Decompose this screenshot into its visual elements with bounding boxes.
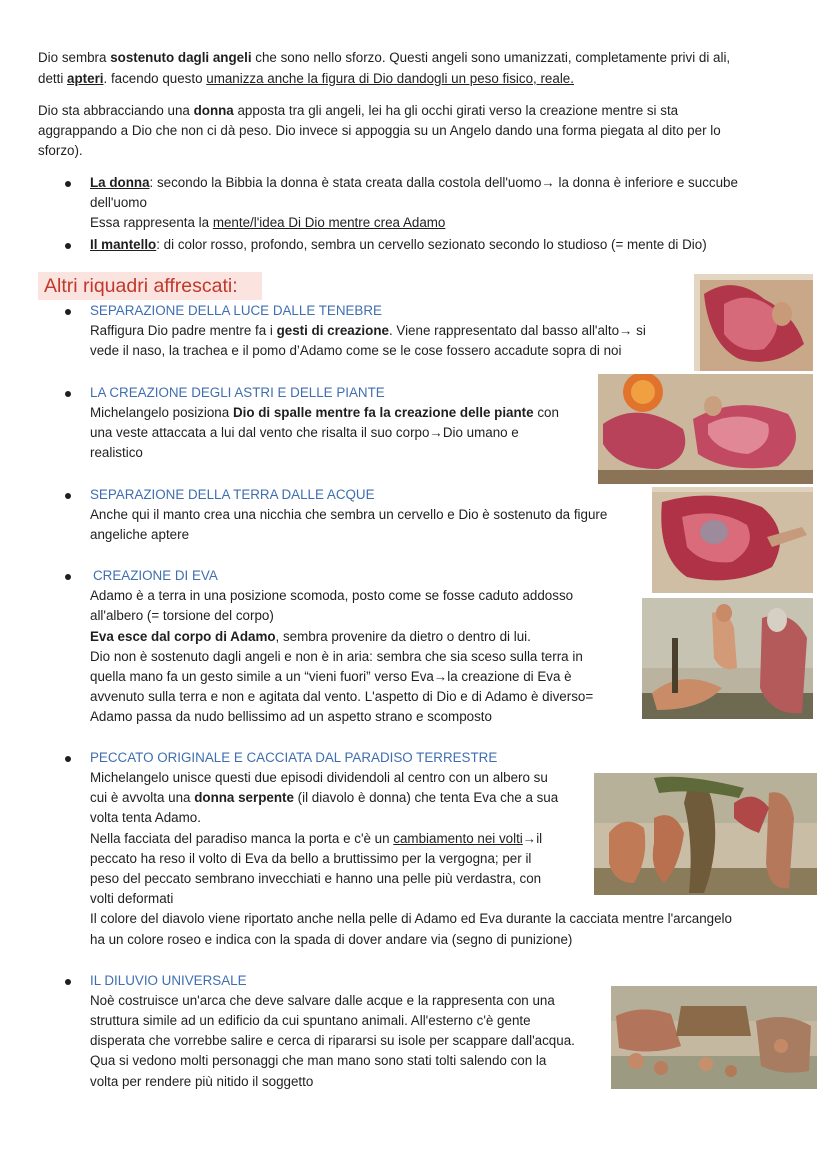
s1-line2: vede il naso, la trachea e il pomo d’Adamo come se le cose fossero accadute sopra di noi — [90, 343, 622, 358]
s5-line3: volta tenta Adamo. — [90, 810, 201, 825]
fresco-creazione-astri-image — [598, 374, 813, 484]
s5-title: PECCATO ORIGINALE E CACCIATA DAL PARADISO TERRESTRE — [90, 750, 498, 765]
s5-line1: Michelangelo unisce questi due episodi dividendoli al centro con un albero su — [90, 770, 548, 785]
intro-p1-line1: Dio sembra sostenuto dagli angeli che sono nello sforzo. Questi angeli sono umanizzati, completamente privi di ali, — [38, 50, 731, 65]
intro-p1-line2: detti apteri. facendo questo umanizza anche la figura di Dio dandogli un peso fisico, reale. — [38, 71, 574, 86]
bullet-icon — [65, 493, 71, 499]
fresco-separazione-luce-image — [694, 274, 813, 371]
intro-p2-line3: sforzo). — [38, 143, 83, 158]
section-title: Altri riquadri affrescati: — [38, 272, 262, 300]
s5-line9: ha un colore roseo e indica con la spada di dover andare via (segno di punizione) — [90, 932, 573, 947]
s6-line2: struttura simile ad un edificio da cui spuntano animali. All'esterno c'è gente — [90, 1013, 531, 1028]
s2-line2: una veste attaccata a lui dal vento che risalta il suo corpo→Dio umano e — [90, 425, 519, 440]
s4-line7: Adamo passa da nudo bellissimo ad un aspetto strano e scomposto — [90, 709, 492, 724]
donna-line3: Essa rappresenta la mente/l'idea Di Dio mentre crea Adamo — [90, 215, 446, 230]
bullet-icon — [65, 574, 71, 580]
s6-line4: Qua si vedono molti personaggi che man mano sono stati tolti salendo con la — [90, 1053, 547, 1068]
s6-line1: Noè costruisce un'arca che deve salvare dalle acque e la rappresenta con una — [90, 993, 555, 1008]
s2-line3: realistico — [90, 445, 143, 460]
s5-line6: peso del peccato sembrano invecchiati e hanno una pelle più verdastra, con — [90, 871, 542, 886]
s1-title: SEPARAZIONE DELLA LUCE DALLE TENEBRE — [90, 303, 382, 318]
s6-line3: disperata che vorrebbe salire e cerca di ripararsi su isole per scappare dall'acqua. — [90, 1033, 575, 1048]
s5-line5: peccato ha reso il volto di Eva da bello a bruttissimo per la vergogna; per il — [90, 851, 532, 866]
s2-line1: Michelangelo posiziona Dio di spalle mentre fa la creazione delle piante con — [90, 405, 559, 420]
s3-line1: Anche qui il manto crea una nicchia che sembra un cervello e Dio è sostenuto da figure — [90, 507, 608, 522]
s5-line7: volti deformati — [90, 891, 174, 906]
donna-line1: La donna: secondo la Bibbia la donna è stata creata dalla costola dell'uomo→ la donna è inferiore e succube — [90, 175, 738, 190]
s5-line4: Nella facciata del paradiso manca la porta e c'è un cambiamento nei volti→il — [90, 831, 543, 846]
intro-p2-line1: Dio sta abbracciando una donna apposta tra gli angeli, lei ha gli occhi girati verso la creazione mentre si sta — [38, 103, 679, 118]
s3-line2: angeliche aptere — [90, 527, 190, 542]
s4-line4: Dio non è sostenuto dagli angeli e non è in aria: sembra che sia sceso sulla terra in — [90, 649, 583, 664]
bullet-icon — [65, 391, 71, 397]
bullet-icon — [65, 181, 71, 187]
bullet-icon — [65, 979, 71, 985]
mantello-line: Il mantello: di color rosso, profondo, sembra un cervello sezionato secondo lo studioso (= mente di Dio) — [90, 237, 707, 252]
s4-line6: avvenuto sulla terra e non e agitata dal vento. L'aspetto di Dio e di Adamo è diverso= — [90, 689, 594, 704]
s1-line1: Raffigura Dio padre mentre fa i gesti di creazione. Viene rappresentato dal basso all'alto→ si — [90, 323, 646, 338]
fresco-diluvio-universale-image — [611, 986, 817, 1089]
fresco-separazione-terra-image — [652, 487, 813, 593]
s4-line2: all'albero (= torsione del corpo) — [90, 608, 274, 623]
s4-line3: Eva esce dal corpo di Adamo, sembra provenire da dietro o dentro di lui. — [90, 629, 531, 644]
s2-title: LA CREAZIONE DEGLI ASTRI E DELLE PIANTE — [90, 385, 385, 400]
s6-title: IL DILUVIO UNIVERSALE — [90, 973, 247, 988]
bullet-icon — [65, 756, 71, 762]
s4-title: CREAZIONE DI EVA — [93, 568, 218, 583]
s5-line8: Il colore del diavolo viene riportato anche nella pelle di Adamo ed Eva durante la cacciata mentre l'arcangelo — [90, 911, 732, 926]
bullet-icon — [65, 243, 71, 249]
s4-line5: quella mano fa un gesto simile a un “vieni fuori” verso Eva→la creazione di Eva è — [90, 669, 572, 684]
fresco-peccato-originale-image — [594, 773, 817, 895]
bullet-icon — [65, 309, 71, 315]
s5-line2: cui è avvolta una donna serpente (il diavolo è donna) che tenta Eva che a sua — [90, 790, 559, 805]
s4-line1: Adamo è a terra in una posizione scomoda, posto come se fosse caduto addosso — [90, 588, 574, 603]
donna-line2: dell'uomo — [90, 195, 147, 210]
s3-title: SEPARAZIONE DELLA TERRA DALLE ACQUE — [90, 487, 375, 502]
s6-line5: volta per rendere più nitido il soggetto — [90, 1074, 314, 1089]
intro-p2-line2: aggrappando a Dio che non ci dà peso. Dio invece si appoggia su un Angelo dando una forma piegata al dito per lo — [38, 123, 721, 138]
fresco-creazione-eva-image — [642, 598, 813, 719]
